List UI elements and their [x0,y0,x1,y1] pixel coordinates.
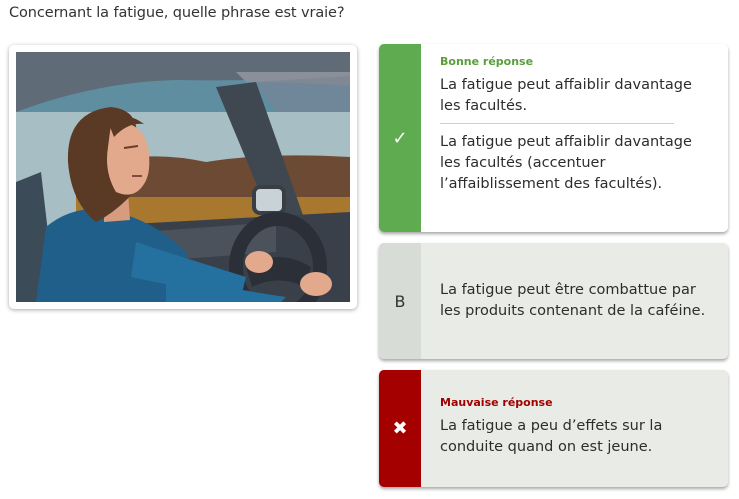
driver-fatigue-illustration [16,52,350,302]
cross-icon: ✖ [392,418,408,439]
answer-text: La fatigue peut être combattue par les produits contenant de la caféine. [440,282,706,319]
answer-option-correct[interactable] [379,44,728,232]
answer-explanation: La fatigue peut affaiblir davantage les facultés (accentuer l’affaiblissement des facultés). [440,134,692,192]
answer-marker [379,370,421,487]
answer-text: La fatigue a peu d’effets sur la conduite quand on est jeune. [440,418,663,455]
divider [440,123,674,124]
status-label: Mauvaise réponse [440,396,553,409]
answer-marker [379,44,421,232]
answer-option-b[interactable] [379,243,728,359]
answer-text: La fatigue peut affaiblir davantage les facultés. [440,77,692,114]
illustration-card [9,45,357,309]
question-text: Concernant la fatigue, quelle phrase est vraie? [9,5,345,21]
checkmark-icon: ✓ [392,127,408,149]
answer-marker: B [379,243,421,359]
answer-option-wrong[interactable] [379,370,728,487]
status-label: Bonne réponse [440,55,534,68]
